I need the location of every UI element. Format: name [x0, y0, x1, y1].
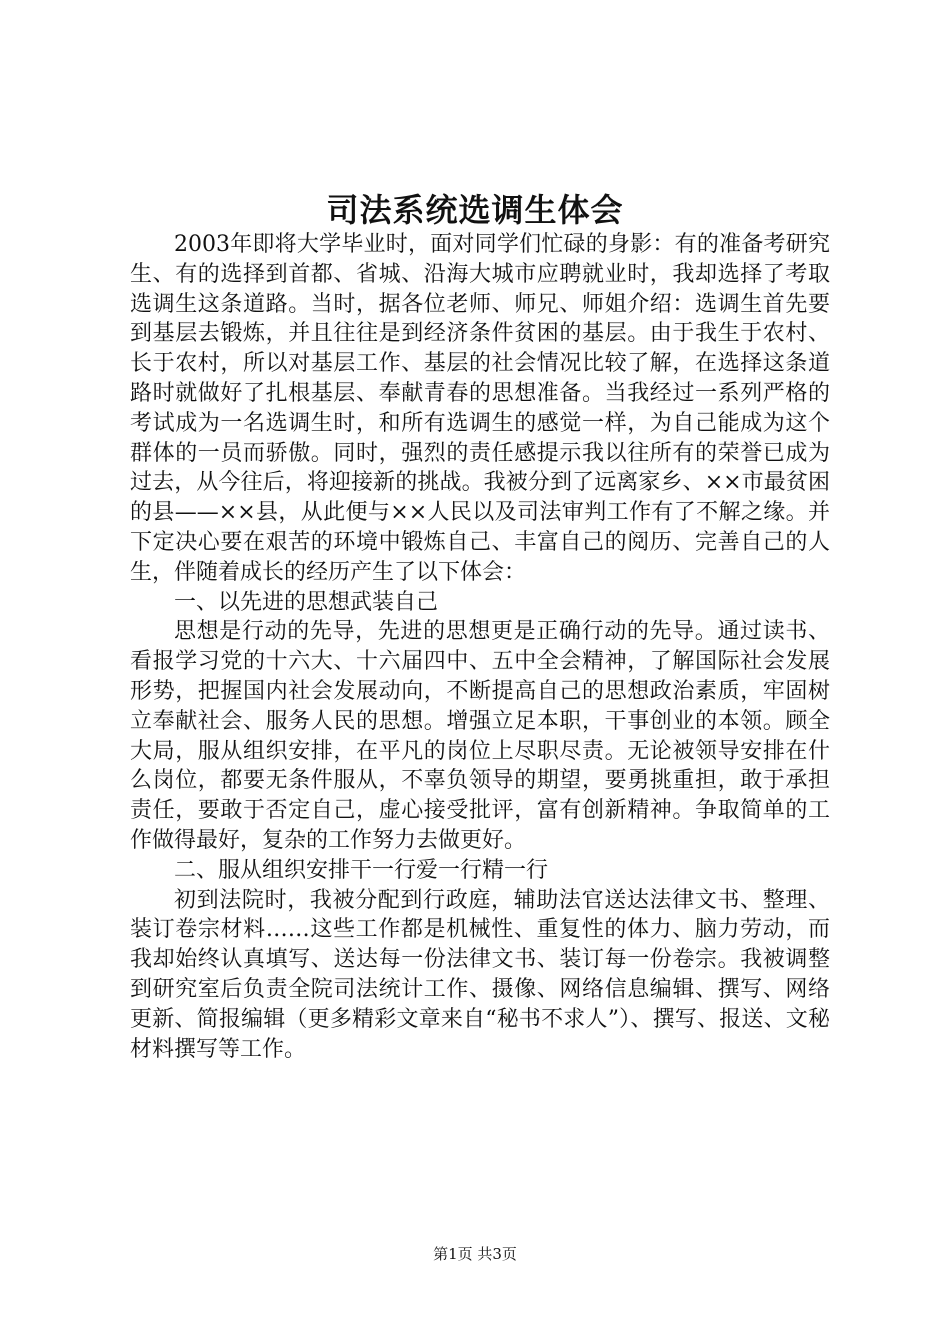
paragraph-section-2: 初到法院时，我被分配到行政庭，辅助法官送达法律文书、整理、装订卷宗材料……这些工作都是机械性、重复性的体力、脑力劳动，而我却始终认真填写、送达每一份法律文书、装订每一份卷宗。我被调整到研究室后负责全院司法统计工作、摄像、网络信息编辑、撰写、网络更新、简报编辑（更多精彩文章来自“秘书不求人”）、撰写、报送、文秘材料撰写等工作。 [130, 887, 830, 1062]
paragraph-intro: 2003年即将大学毕业时，面对同学们忙碌的身影：有的准备考研究生、有的选择到首都、省城、沿海大城市应聘就业时，我却选择了考取选调生这条道路。当时，据各位老师、师兄、师姐介绍：选调生首先要到基层去锻炼，并且往往是到经济条件贫困的基层。由于我生于农村、长于农村，所以对基层工作、基层的社会情况比较了解，在选择这条道路时就做好了扎根基层、奉献青春的思想准备。当我经过一系列严格的考试成为一名选调生时，和所有选调生的感觉一样，为自己能成为这个群体的一员而骄傲。同时，强烈的责任感提示我以往所有的荣誉已成为过去，从今往后，将迎接新的挑战。我被分到了远离家乡、××市最贫困的县——××县，从此便与××人民以及司法审判工作有了不解之缘。并下定决心要在艰苦的环境中锻炼自己、丰富自己的阅历、完善自己的人生，伴随着成长的经历产生了以下体会： [130, 232, 830, 585]
paragraph-section-1: 思想是行动的先导，先进的思想更是正确行动的先导。通过读书、看报学习党的十六大、十六届四中、五中全会精神，了解国际社会发展形势，把握国内社会发展动向，不断提高自己的思想政治素质，牢固树立奉献社会、服务人民的思想。增强立足本职，干事创业的本领。顾全大局，服从组织安排，在平凡的岗位上尽职尽责。无论被领导安排在什么岗位，都要无条件服从，不辜负领导的期望，要勇挑重担，敢于承担责任，要敢于否定自己，虚心接受批评，富有创新精神。争取简单的工作做得最好，复杂的工作努力去做更好。 [130, 619, 830, 853]
document-title: 司法系统选调生体会 [326, 191, 624, 229]
section-heading-1: 一、以先进的思想武装自己 [174, 589, 439, 615]
page-footer: 第1页 共3页 [433, 1245, 517, 1263]
section-heading-2: 二、服从组织安排干一行爱一行精一行 [174, 857, 549, 883]
document-body [130, 230, 830, 1064]
